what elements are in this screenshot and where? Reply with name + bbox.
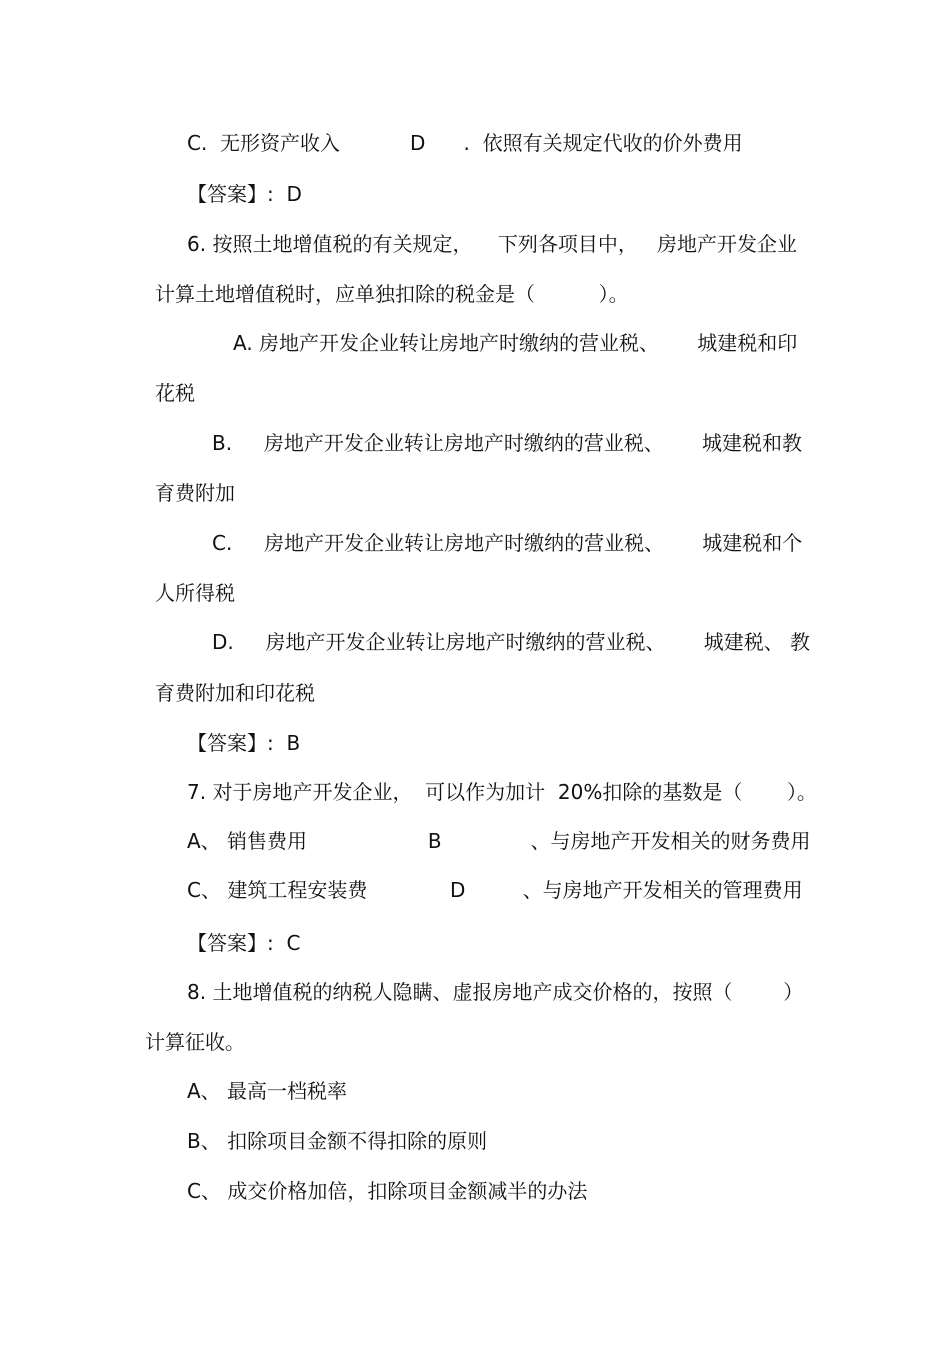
q6-option-d-line-1: D. 房地产开发企业转让房地产时缴纳的营业税、 城建税、 教 [212,630,811,654]
q6-option-c-line-2: 人所得税 [155,581,235,605]
q7-options-a-b: A、 销售费用 B 、与房地产开发相关的财务费用 [187,829,811,853]
q8-option-c: C、 成交价格加倍，扣除项目金额减半的办法 [187,1179,588,1203]
q6-answer: 【答案】: B [187,731,301,755]
q5-option-c-d: C. 无形资产收入 D . 依照有关规定代收的价外费用 [187,131,743,155]
q6-option-a-line-1: A. 房地产开发企业转让房地产时缴纳的营业税、 城建税和印 [233,331,798,355]
q8-option-a: A、 最高一档税率 [187,1079,348,1103]
q7-answer: 【答案】: C [187,931,301,955]
q7-stem: 7. 对于房地产开发企业， 可以作为加计 20%扣除的基数是（ ）。 [187,780,817,804]
q6-option-c-line-1: C. 房地产开发企业转让房地产时缴纳的营业税、 城建税和个 [212,531,803,555]
q8-stem-line-2: 计算征收。 [145,1030,245,1054]
q6-option-d-line-2: 育费附加和印花税 [155,681,315,705]
q6-option-a-line-2: 花税 [155,381,195,405]
q6-option-b-line-2: 育费附加 [155,481,235,505]
q6-stem-line-2: 计算土地增值税时，应单独扣除的税金是（ ）。 [155,282,629,306]
q5-answer: 【答案】: D [187,182,302,206]
q7-options-c-d: C、 建筑工程安装费 D 、与房地产开发相关的管理费用 [187,878,803,902]
q8-stem-line-1: 8. 土地增值税的纳税人隐瞒、虚报房地产成交价格的，按照（ ） [187,980,804,1004]
q8-option-b: B、 扣除项目金额不得扣除的原则 [187,1129,488,1153]
q6-stem-line-1: 6. 按照土地增值税的有关规定， 下列各项目中， 房地产开发企业 [187,232,797,256]
q6-option-b-line-1: B. 房地产开发企业转让房地产时缴纳的营业税、 城建税和教 [212,431,803,455]
